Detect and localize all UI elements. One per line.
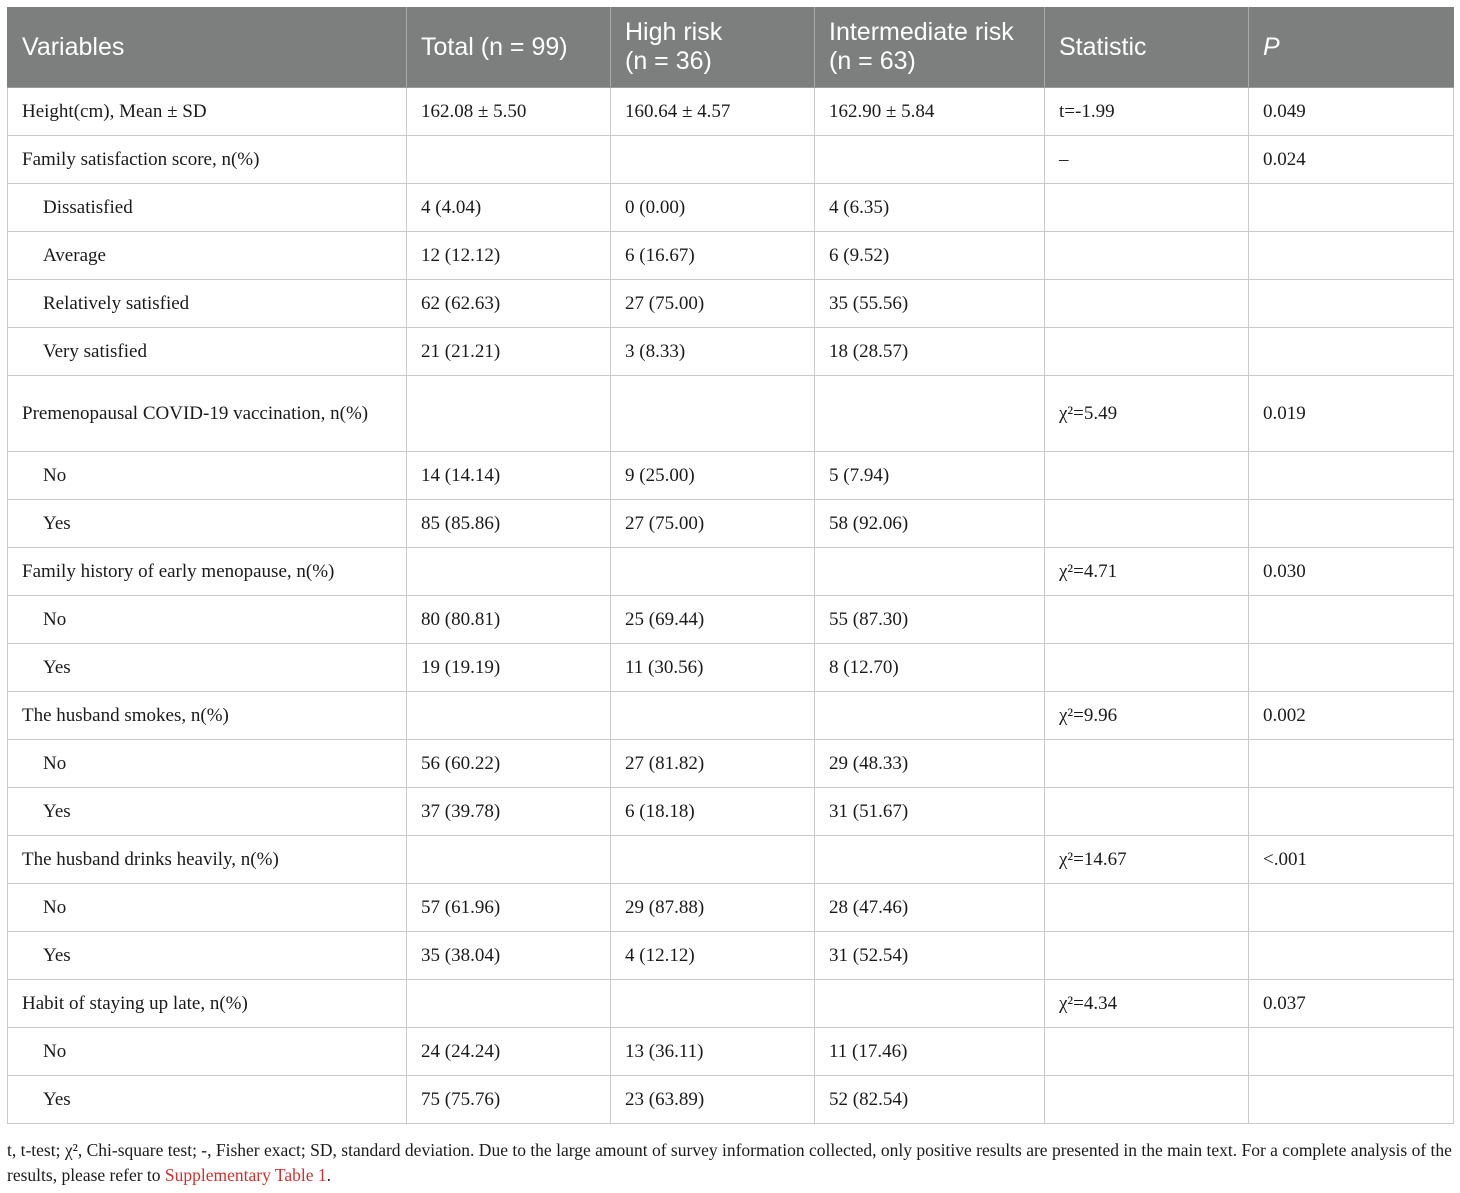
header-high-risk: High risk (n = 36) — [611, 7, 815, 88]
table-row — [8, 452, 1454, 500]
cell-intermediate-risk: 8 (12.70) — [815, 644, 1045, 692]
cell-high-risk: 160.64 ± 4.57 — [611, 88, 815, 136]
cell-statistic — [1045, 328, 1249, 376]
cell-intermediate-risk: 162.90 ± 5.84 — [815, 88, 1045, 136]
footnote-text: t, t-test; χ², Chi-square test; -, Fisher exact; SD, standard deviation. Due to the large amount of survey information collected, only positive results are presented in the main text. For a complete analysis of the results, please refer to — [7, 1140, 1452, 1185]
cell-total: 37 (39.78) — [407, 788, 611, 836]
cell-high-risk: 4 (12.12) — [611, 932, 815, 980]
header-total: Total (n = 99) — [407, 7, 611, 88]
table-container — [7, 7, 1453, 1124]
cell-total: 62 (62.63) — [407, 280, 611, 328]
cell-high-risk — [611, 376, 815, 452]
table-row — [8, 692, 1454, 740]
cell-intermediate-risk: 18 (28.57) — [815, 328, 1045, 376]
cell-statistic — [1045, 644, 1249, 692]
cell-p-value — [1249, 884, 1454, 932]
table-row — [8, 740, 1454, 788]
cell-intermediate-risk: 35 (55.56) — [815, 280, 1045, 328]
results-table — [7, 7, 1454, 1124]
cell-p-value — [1249, 1076, 1454, 1124]
cell-total: 21 (21.21) — [407, 328, 611, 376]
cell-statistic: χ²=9.96 — [1045, 692, 1249, 740]
cell-p-value: 0.049 — [1249, 88, 1454, 136]
cell-intermediate-risk: 58 (92.06) — [815, 500, 1045, 548]
cell-statistic: χ²=4.34 — [1045, 980, 1249, 1028]
cell-variable: Yes — [8, 644, 407, 692]
cell-total: 56 (60.22) — [407, 740, 611, 788]
cell-p-value — [1249, 788, 1454, 836]
cell-p-value — [1249, 280, 1454, 328]
table-row — [8, 596, 1454, 644]
cell-variable: Yes — [8, 500, 407, 548]
cell-variable: Family history of early menopause, n(%) — [8, 548, 407, 596]
cell-intermediate-risk: 31 (52.54) — [815, 932, 1045, 980]
cell-high-risk — [611, 980, 815, 1028]
cell-p-value — [1249, 500, 1454, 548]
cell-p-value — [1249, 932, 1454, 980]
cell-statistic: t=-1.99 — [1045, 88, 1249, 136]
cell-total: 162.08 ± 5.50 — [407, 88, 611, 136]
cell-p-value — [1249, 184, 1454, 232]
cell-total: 57 (61.96) — [407, 884, 611, 932]
cell-p-value — [1249, 452, 1454, 500]
cell-intermediate-risk — [815, 548, 1045, 596]
cell-total — [407, 548, 611, 596]
table-body — [8, 88, 1454, 1124]
cell-total: 75 (75.76) — [407, 1076, 611, 1124]
cell-p-value: 0.019 — [1249, 376, 1454, 452]
table-row — [8, 280, 1454, 328]
table-row — [8, 884, 1454, 932]
cell-p-value — [1249, 644, 1454, 692]
cell-high-risk: 9 (25.00) — [611, 452, 815, 500]
cell-statistic — [1045, 500, 1249, 548]
cell-p-value: <.001 — [1249, 836, 1454, 884]
cell-total: 24 (24.24) — [407, 1028, 611, 1076]
cell-total: 19 (19.19) — [407, 644, 611, 692]
cell-p-value — [1249, 232, 1454, 280]
cell-intermediate-risk — [815, 836, 1045, 884]
cell-statistic: – — [1045, 136, 1249, 184]
cell-variable: Average — [8, 232, 407, 280]
header-intermediate-risk: Intermediate risk (n = 63) — [815, 7, 1045, 88]
cell-p-value: 0.030 — [1249, 548, 1454, 596]
cell-high-risk — [611, 692, 815, 740]
supplementary-table-link[interactable]: Supplementary Table 1 — [164, 1165, 327, 1185]
cell-statistic — [1045, 1076, 1249, 1124]
cell-high-risk: 6 (18.18) — [611, 788, 815, 836]
cell-statistic — [1045, 452, 1249, 500]
table-row — [8, 788, 1454, 836]
cell-high-risk: 6 (16.67) — [611, 232, 815, 280]
cell-high-risk: 23 (63.89) — [611, 1076, 815, 1124]
cell-intermediate-risk: 28 (47.46) — [815, 884, 1045, 932]
cell-intermediate-risk — [815, 136, 1045, 184]
header-variables: Variables — [8, 7, 407, 88]
cell-variable: Yes — [8, 1076, 407, 1124]
cell-statistic — [1045, 788, 1249, 836]
cell-statistic — [1045, 884, 1249, 932]
cell-statistic: χ²=14.67 — [1045, 836, 1249, 884]
cell-intermediate-risk: 4 (6.35) — [815, 184, 1045, 232]
cell-p-value: 0.024 — [1249, 136, 1454, 184]
cell-statistic — [1045, 1028, 1249, 1076]
cell-high-risk: 27 (75.00) — [611, 500, 815, 548]
cell-variable: Yes — [8, 788, 407, 836]
cell-p-value: 0.037 — [1249, 980, 1454, 1028]
cell-total: 14 (14.14) — [407, 452, 611, 500]
cell-intermediate-risk — [815, 376, 1045, 452]
header-row — [8, 7, 1454, 88]
cell-intermediate-risk: 6 (9.52) — [815, 232, 1045, 280]
cell-high-risk: 11 (30.56) — [611, 644, 815, 692]
cell-statistic — [1045, 740, 1249, 788]
cell-variable: Family satisfaction score, n(%) — [8, 136, 407, 184]
table-row — [8, 1028, 1454, 1076]
table-row — [8, 932, 1454, 980]
cell-variable: The husband drinks heavily, n(%) — [8, 836, 407, 884]
cell-high-risk: 25 (69.44) — [611, 596, 815, 644]
cell-variable: Very satisfied — [8, 328, 407, 376]
cell-total: 35 (38.04) — [407, 932, 611, 980]
cell-p-value — [1249, 596, 1454, 644]
cell-intermediate-risk — [815, 980, 1045, 1028]
cell-high-risk — [611, 836, 815, 884]
cell-statistic: χ²=5.49 — [1045, 376, 1249, 452]
cell-statistic — [1045, 932, 1249, 980]
cell-total: 80 (80.81) — [407, 596, 611, 644]
cell-total — [407, 376, 611, 452]
table-row — [8, 328, 1454, 376]
table-footnote — [7, 1138, 1453, 1188]
cell-high-risk: 27 (75.00) — [611, 280, 815, 328]
cell-variable: The husband smokes, n(%) — [8, 692, 407, 740]
cell-intermediate-risk: 11 (17.46) — [815, 1028, 1045, 1076]
cell-variable: No — [8, 1028, 407, 1076]
cell-intermediate-risk: 31 (51.67) — [815, 788, 1045, 836]
cell-total: 12 (12.12) — [407, 232, 611, 280]
table-row — [8, 88, 1454, 136]
cell-p-value: 0.002 — [1249, 692, 1454, 740]
cell-high-risk: 13 (36.11) — [611, 1028, 815, 1076]
footnote-end: . — [326, 1165, 332, 1185]
table-row — [8, 500, 1454, 548]
cell-variable: No — [8, 452, 407, 500]
cell-variable: Relatively satisfied — [8, 280, 407, 328]
cell-intermediate-risk: 29 (48.33) — [815, 740, 1045, 788]
cell-total — [407, 692, 611, 740]
cell-total — [407, 136, 611, 184]
cell-high-risk: 29 (87.88) — [611, 884, 815, 932]
table-row — [8, 836, 1454, 884]
cell-statistic: χ²=4.71 — [1045, 548, 1249, 596]
cell-intermediate-risk — [815, 692, 1045, 740]
cell-total — [407, 836, 611, 884]
table-row — [8, 1076, 1454, 1124]
cell-variable: Premenopausal COVID-19 vaccination, n(%) — [8, 376, 407, 452]
cell-intermediate-risk: 55 (87.30) — [815, 596, 1045, 644]
cell-variable: Height(cm), Mean ± SD — [8, 88, 407, 136]
table-row — [8, 548, 1454, 596]
cell-high-risk — [611, 548, 815, 596]
cell-total: 4 (4.04) — [407, 184, 611, 232]
cell-high-risk: 0 (0.00) — [611, 184, 815, 232]
cell-high-risk — [611, 136, 815, 184]
cell-high-risk: 27 (81.82) — [611, 740, 815, 788]
cell-variable: Yes — [8, 932, 407, 980]
table-row — [8, 232, 1454, 280]
cell-intermediate-risk: 5 (7.94) — [815, 452, 1045, 500]
cell-statistic — [1045, 232, 1249, 280]
cell-variable: Dissatisfied — [8, 184, 407, 232]
cell-variable: No — [8, 596, 407, 644]
header-statistic: Statistic — [1045, 7, 1249, 88]
table-row — [8, 136, 1454, 184]
cell-variable: No — [8, 740, 407, 788]
table-row — [8, 376, 1454, 452]
cell-intermediate-risk: 52 (82.54) — [815, 1076, 1045, 1124]
cell-high-risk: 3 (8.33) — [611, 328, 815, 376]
table-row — [8, 184, 1454, 232]
table-row — [8, 980, 1454, 1028]
cell-statistic — [1045, 280, 1249, 328]
cell-variable: No — [8, 884, 407, 932]
cell-p-value — [1249, 740, 1454, 788]
cell-p-value — [1249, 328, 1454, 376]
cell-statistic — [1045, 596, 1249, 644]
cell-total — [407, 980, 611, 1028]
header-p: P — [1249, 7, 1454, 88]
cell-p-value — [1249, 1028, 1454, 1076]
cell-total: 85 (85.86) — [407, 500, 611, 548]
table-row — [8, 644, 1454, 692]
cell-variable: Habit of staying up late, n(%) — [8, 980, 407, 1028]
cell-statistic — [1045, 184, 1249, 232]
